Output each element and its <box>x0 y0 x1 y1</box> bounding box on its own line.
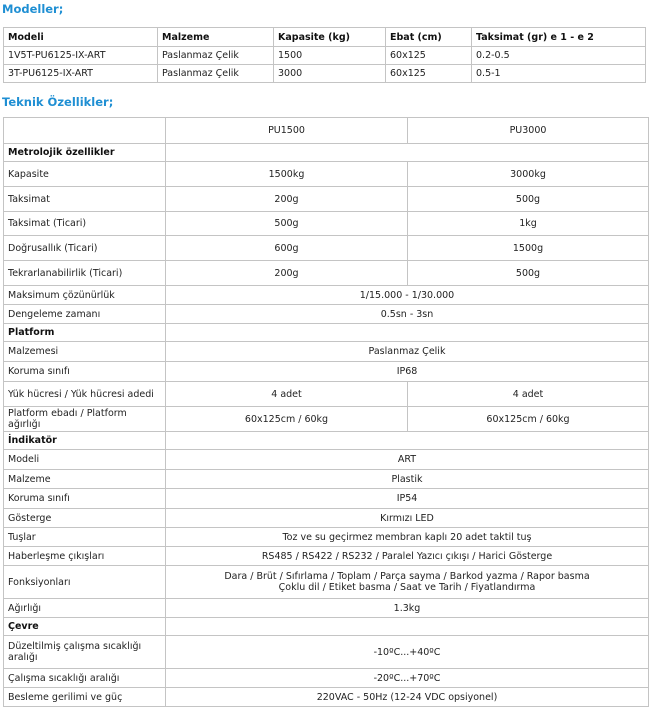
spec-value <box>166 599 649 618</box>
table-row <box>4 669 649 688</box>
spec-label-text: Fonksiyonları <box>8 576 71 588</box>
spec-header-row <box>4 118 649 144</box>
spec-value <box>166 636 649 669</box>
section-spacer <box>166 432 649 450</box>
spec-value-text: Toz ve su geçirmez membran kaplı 20 adet taktil tuş <box>282 531 532 543</box>
spec-value <box>166 566 649 599</box>
model-size: 60x125 <box>386 47 472 65</box>
spec-value-text: 1/15.000 - 1/30.000 <box>359 289 455 301</box>
section-spacer <box>166 144 649 162</box>
models-header-row <box>4 28 646 47</box>
table-row <box>4 47 646 65</box>
spec-label <box>4 566 166 599</box>
table-row <box>4 65 646 83</box>
spec-corner-cell <box>4 118 166 144</box>
table-row <box>4 162 649 187</box>
spec-value-text: Çoklu dil / Etiket basma / Saat ve Tarih / Fiyatlandırma <box>278 582 536 593</box>
spec-label-text: Düzeltilmiş çalışma sıcaklığı <box>8 641 142 652</box>
spec-label-text: Koruma sınıfı <box>8 366 70 377</box>
spec-label <box>4 547 166 566</box>
spec-section-row <box>4 618 649 636</box>
table-row <box>4 566 649 599</box>
table-row <box>4 528 649 547</box>
model-capacity: 1500 <box>274 47 386 65</box>
spec-value-text: 220VAC - 50Hz (12-24 VDC opsiyonel) <box>316 691 498 703</box>
models-col-header: Kapasite (kg) <box>274 28 386 47</box>
spec-value-text: 0.5sn - 3sn <box>380 308 434 320</box>
spec-label <box>4 688 166 707</box>
section-spacer <box>166 324 649 342</box>
spec-section-row <box>4 432 649 450</box>
spec-label <box>4 305 166 324</box>
spec-value <box>166 342 649 362</box>
spec-label-text: aralığı <box>8 652 38 663</box>
section-spacer <box>166 618 649 636</box>
spec-value-text: -20ºC...+70ºC <box>373 672 441 684</box>
spec-value: 60x125cm / 60kg <box>166 407 408 432</box>
table-row <box>4 362 649 382</box>
spec-value: 4 adet <box>408 382 649 407</box>
table-row <box>4 382 649 407</box>
spec-section-row <box>4 324 649 342</box>
spec-value-text: 1.3kg <box>393 602 421 614</box>
model-material: Paslanmaz Çelik <box>158 65 274 83</box>
models-heading: Modeller; <box>2 2 64 16</box>
spec-value <box>166 362 649 382</box>
spec-label <box>4 362 166 382</box>
spec-value <box>166 669 649 688</box>
spec-value <box>166 688 649 707</box>
spec-label-text: Yük hücresi / Yük hücresi adedi <box>8 388 154 400</box>
spec-value-text: IP68 <box>396 366 418 377</box>
spec-label-text: Gösterge <box>8 512 52 524</box>
spec-label-text: Malzemesi <box>8 346 59 357</box>
table-row <box>4 688 649 707</box>
models-table <box>3 27 646 83</box>
section-title: İndikatör <box>4 432 166 450</box>
models-col-header: Malzeme <box>158 28 274 47</box>
spec-value: 500g <box>408 261 649 286</box>
spec-label <box>4 212 166 236</box>
spec-label <box>4 599 166 618</box>
spec-value-text: -10ºC...+40ºC <box>373 646 441 658</box>
spec-label <box>4 342 166 362</box>
tech-heading: Teknik Özellikler; <box>2 95 114 109</box>
table-row <box>4 305 649 324</box>
spec-value-text: IP54 <box>396 493 418 504</box>
table-row <box>4 636 649 669</box>
table-row <box>4 509 649 528</box>
models-col-header: Taksimat (gr) e 1 - e 2 <box>472 28 646 47</box>
model-code: 1V5T-PU6125-IX-ART <box>4 47 158 65</box>
model-code: 3T-PU6125-IX-ART <box>4 65 158 83</box>
spec-value: 500g <box>408 187 649 212</box>
table-row <box>4 489 649 509</box>
model-size: 60x125 <box>386 65 472 83</box>
spec-value <box>166 528 649 547</box>
table-row <box>4 599 649 618</box>
model-division: 0.5-1 <box>472 65 646 83</box>
spec-value-text: Paslanmaz Çelik <box>368 346 446 357</box>
spec-label <box>4 509 166 528</box>
spec-col-header: PU3000 <box>408 118 649 144</box>
section-title: Metrolojik özellikler <box>4 144 166 162</box>
spec-value <box>166 509 649 528</box>
spec-label-text: Modeli <box>8 454 40 465</box>
spec-value: 1500kg <box>166 162 408 187</box>
spec-value: 200g <box>166 261 408 286</box>
spec-label-text: Taksimat (Ticari) <box>8 218 87 229</box>
section-title: Platform <box>4 324 166 342</box>
spec-value <box>166 470 649 489</box>
spec-label <box>4 187 166 212</box>
table-row <box>4 212 649 236</box>
spec-label-text: Doğrusallık (Ticari) <box>8 242 98 254</box>
spec-table <box>3 117 649 707</box>
table-row <box>4 470 649 489</box>
spec-label <box>4 669 166 688</box>
model-capacity: 3000 <box>274 65 386 83</box>
spec-label <box>4 382 166 407</box>
models-col-header: Modeli <box>4 28 158 47</box>
model-material: Paslanmaz Çelik <box>158 47 274 65</box>
table-row <box>4 547 649 566</box>
table-row <box>4 261 649 286</box>
spec-label-text: Haberleşme çıkışları <box>8 550 105 562</box>
spec-value-text: Plastik <box>391 473 423 485</box>
spec-value: 1500g <box>408 236 649 261</box>
spec-label-text: Ağırlığı <box>8 602 42 614</box>
spec-value-text: ART <box>397 454 417 465</box>
spec-label <box>4 162 166 187</box>
spec-label-text: Tekrarlanabilirlik (Ticari) <box>8 267 123 279</box>
spec-value: 600g <box>166 236 408 261</box>
spec-label <box>4 528 166 547</box>
spec-section-row <box>4 144 649 162</box>
table-row <box>4 407 649 432</box>
spec-value-text: Kırmızı LED <box>380 512 434 524</box>
spec-label <box>4 261 166 286</box>
spec-value-text: Dara / Brüt / Sıfırlama / Toplam / Parça sayma / Barkod yazma / Rapor basma <box>224 571 590 582</box>
spec-value <box>166 450 649 470</box>
spec-label-text: Tuşlar <box>8 531 36 543</box>
spec-value: 200g <box>166 187 408 212</box>
spec-label-text: Maksimum çözünürlük <box>8 289 115 301</box>
spec-label <box>4 286 166 305</box>
section-title: Çevre <box>4 618 166 636</box>
spec-label-text: Platform ebadı / Platform ağırlığı <box>8 408 127 430</box>
spec-label <box>4 450 166 470</box>
table-row <box>4 342 649 362</box>
spec-value: 1kg <box>408 212 649 236</box>
spec-label-text: Çalışma sıcaklığı aralığı <box>8 672 120 684</box>
spec-value-text: RS485 / RS422 / RS232 / Paralel Yazıcı çıkışı / Harici Gösterge <box>261 550 553 562</box>
table-row <box>4 450 649 470</box>
spec-label <box>4 407 166 432</box>
spec-label <box>4 236 166 261</box>
spec-value <box>166 305 649 324</box>
table-row <box>4 286 649 305</box>
spec-label-text: Dengeleme zamanı <box>8 308 101 320</box>
spec-value <box>166 286 649 305</box>
spec-label-text: Besleme gerilimi ve güç <box>8 691 123 703</box>
spec-label-text: Kapasite <box>8 168 49 180</box>
table-row <box>4 187 649 212</box>
spec-value: 500g <box>166 212 408 236</box>
model-division: 0.2-0.5 <box>472 47 646 65</box>
spec-label <box>4 470 166 489</box>
spec-value <box>166 547 649 566</box>
spec-value <box>166 489 649 509</box>
spec-value: 60x125cm / 60kg <box>408 407 649 432</box>
spec-label-text: Malzeme <box>8 473 51 485</box>
models-col-header: Ebat (cm) <box>386 28 472 47</box>
table-row <box>4 236 649 261</box>
spec-col-header: PU1500 <box>166 118 408 144</box>
spec-label <box>4 489 166 509</box>
spec-value: 3000kg <box>408 162 649 187</box>
spec-label-text: Taksimat <box>8 193 50 205</box>
spec-label-text: Koruma sınıfı <box>8 493 70 504</box>
spec-value: 4 adet <box>166 382 408 407</box>
spec-label <box>4 636 166 669</box>
